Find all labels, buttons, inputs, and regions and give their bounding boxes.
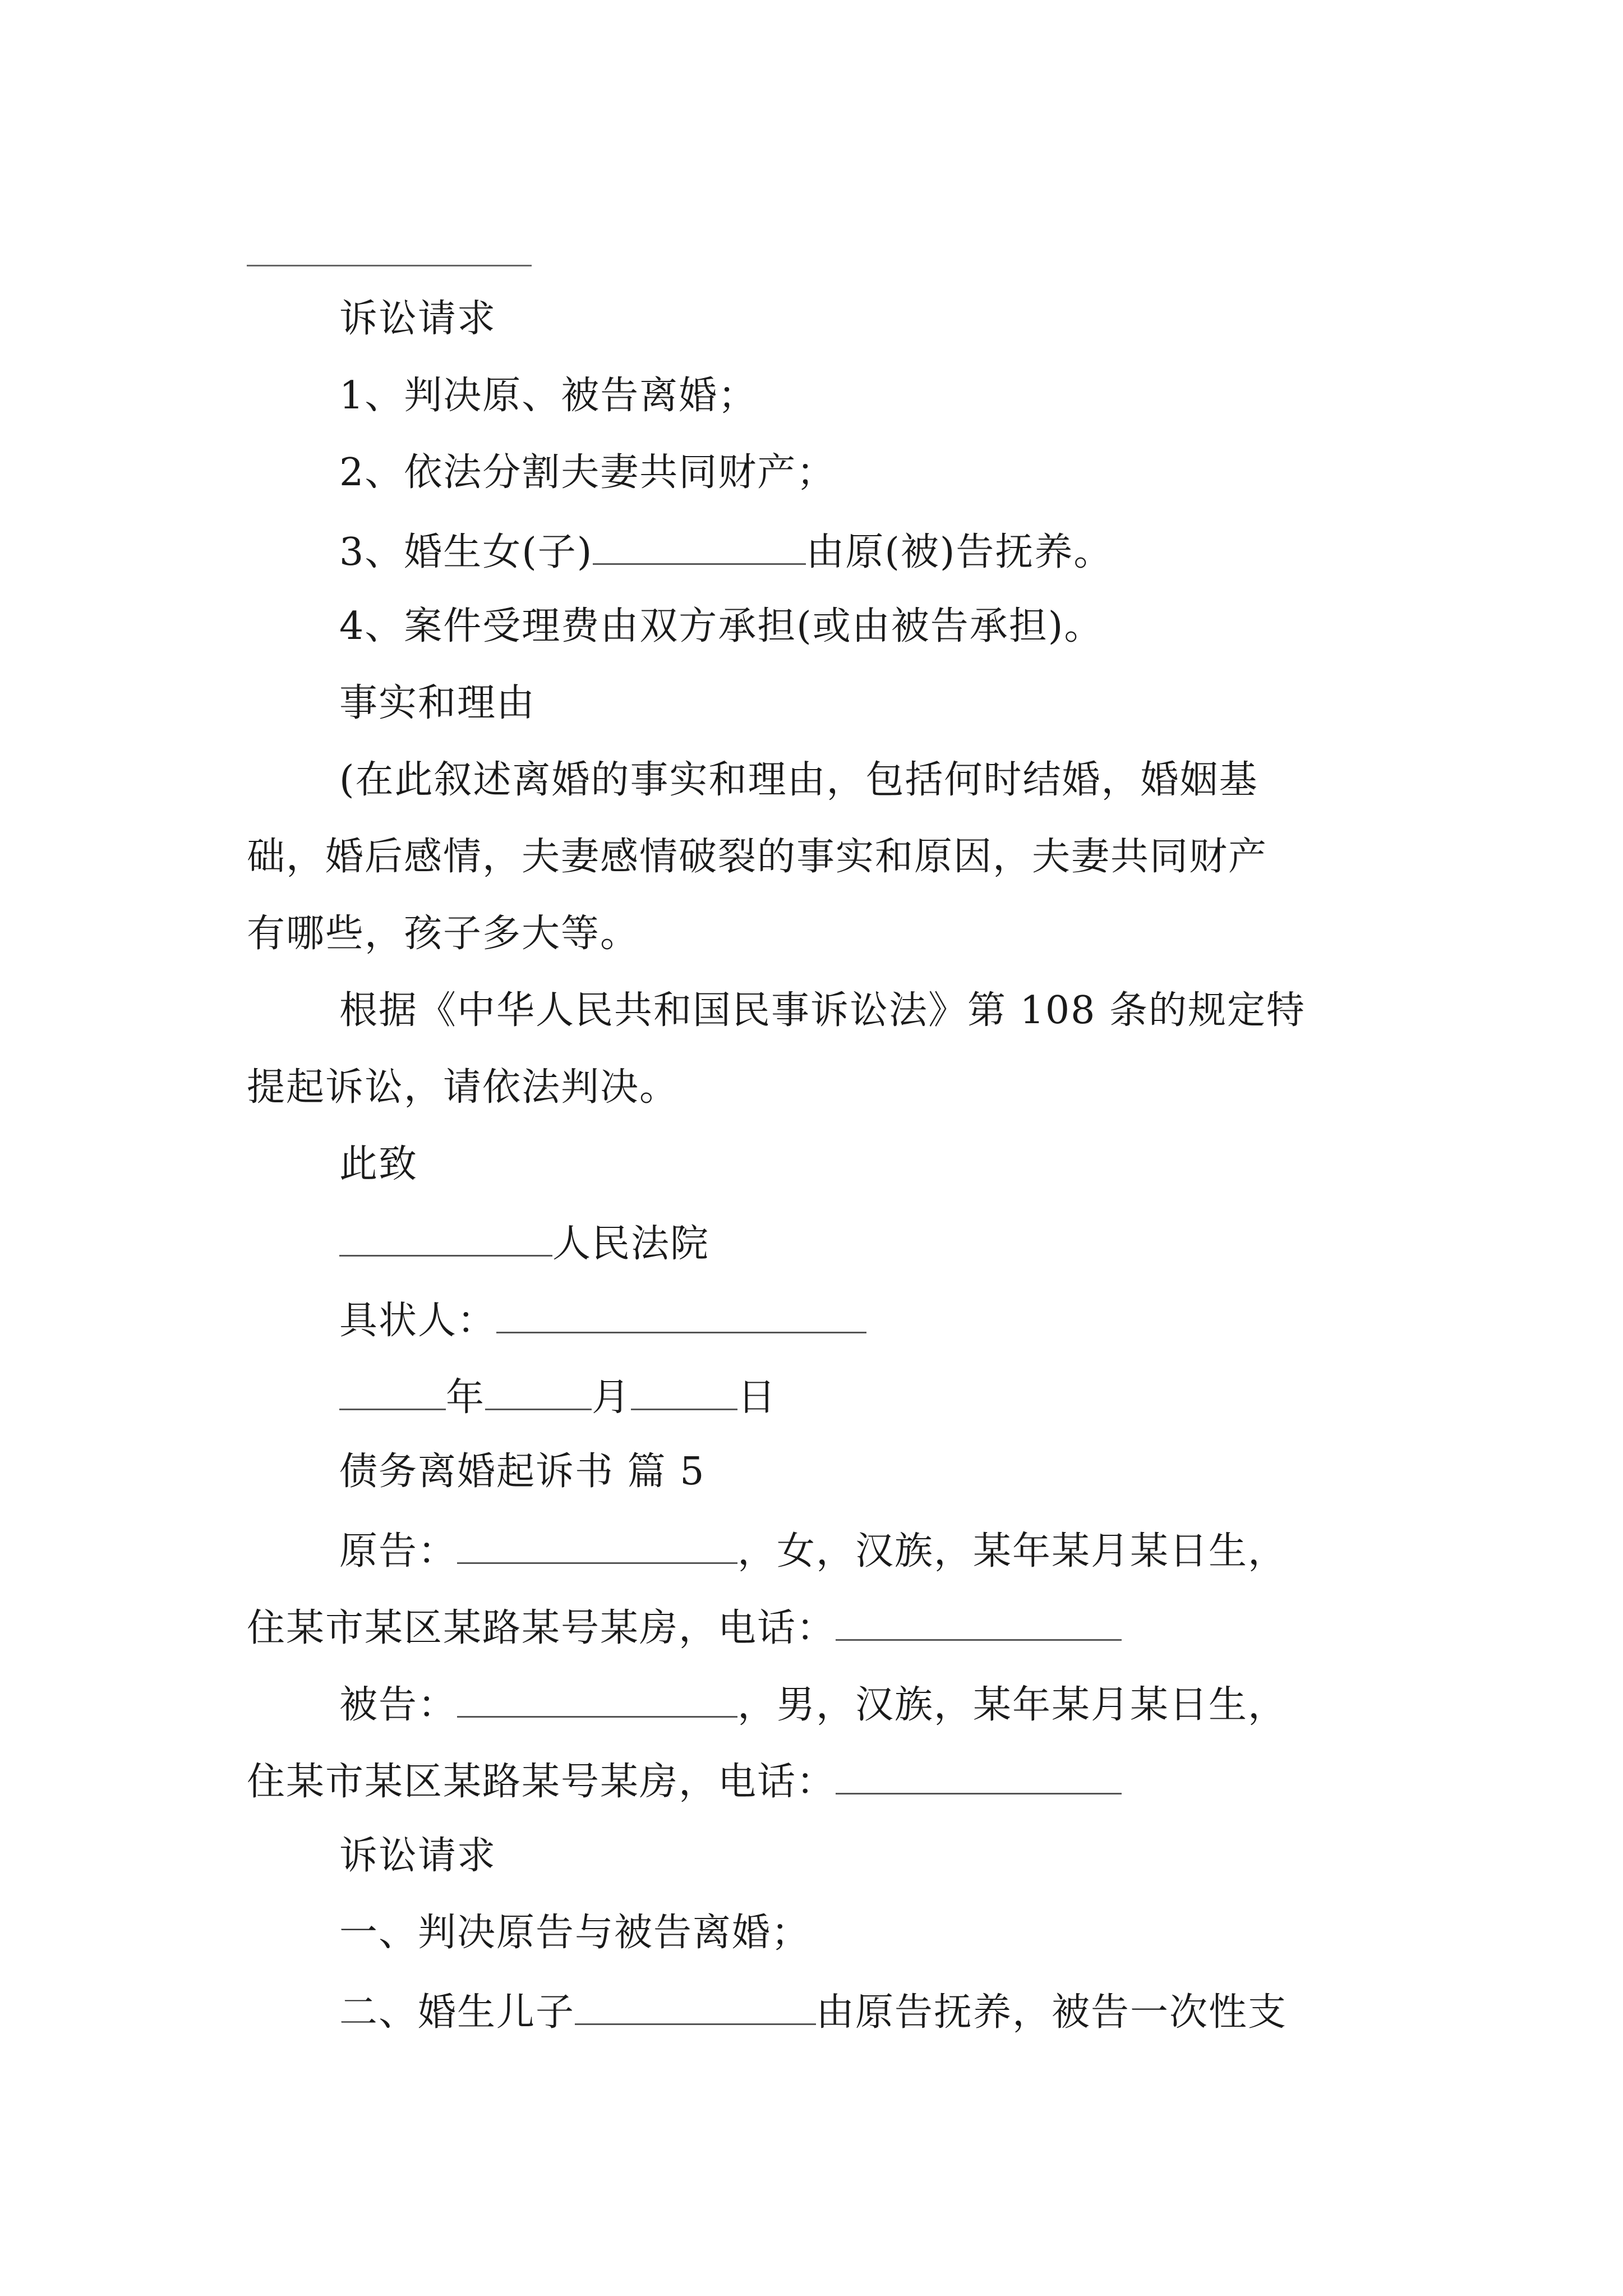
facts-line: 有哪些，孩子多大等。 [247, 912, 640, 956]
claim-item: 4、案件受理费由双方承担(或由被告承担)。 [339, 604, 1104, 648]
heading-claims-2: 诉讼请求 [339, 1834, 497, 1878]
section-title: 债务离婚起诉书 篇 5 [339, 1450, 706, 1494]
defendant-addr: 住某市某区某路某号某房，电话： [247, 1760, 836, 1804]
heading-facts: 事实和理由 [339, 681, 536, 725]
claim-item [339, 531, 1113, 572]
claim-text: 由原告抚养，被告一次性支 [816, 1990, 1288, 2035]
year-blank[interactable] [339, 1376, 446, 1410]
law-line: 根据《中华人民共和国民事诉讼法》第 108 条的规定特 [339, 988, 1306, 1033]
child-name-blank[interactable] [593, 531, 806, 565]
plaintiff-info: ，女，汉族，某年某月某日生， [737, 1529, 1288, 1573]
signer-blank[interactable] [496, 1299, 866, 1333]
plaintiff-address-line [247, 1607, 1122, 1648]
month-blank[interactable] [485, 1376, 592, 1410]
defendant-info: ，男，汉族，某年某月某日生， [737, 1683, 1288, 1727]
plaintiff-label: 原告： [339, 1529, 458, 1573]
plaintiff-phone-blank[interactable] [836, 1607, 1122, 1641]
plaintiff-line [339, 1530, 1287, 1571]
claim-text: 3、婚生女(子) [339, 530, 593, 574]
court-suffix: 人民法院 [552, 1222, 710, 1266]
facts-line: (在此叙述离婚的事实和理由，包括何时结婚，婚姻基 [339, 758, 1258, 802]
claim-item: 1、判决原、被告离婚； [339, 374, 758, 418]
claim-item: 2、依法分割夫妻共同财产； [339, 450, 836, 495]
date-month: 月 [592, 1375, 631, 1420]
facts-line: 础，婚后感情，夫妻感情破裂的事实和原因，夫妻共同财产 [247, 835, 1268, 879]
plaintiff-addr: 住某市某区某路某号某房，电话： [247, 1606, 836, 1650]
day-blank[interactable] [631, 1376, 737, 1410]
date-year: 年 [446, 1375, 486, 1420]
plaintiff-name-blank[interactable] [457, 1530, 737, 1564]
defendant-name-blank[interactable] [457, 1683, 737, 1718]
claim-text: 由原(被)告抚养。 [806, 530, 1113, 574]
salute: 此致 [339, 1142, 418, 1186]
defendant-label: 被告： [339, 1683, 458, 1727]
signer-label: 具状人： [339, 1299, 497, 1343]
defendant-address-line [247, 1760, 1122, 1804]
law-line: 提起诉讼，请依法判决。 [247, 1065, 679, 1110]
son-name-blank[interactable] [575, 1991, 816, 2025]
date-day: 日 [737, 1375, 777, 1420]
defendant-line [339, 1683, 1288, 1727]
claim-text: 二、婚生儿子 [339, 1990, 575, 2035]
claim-item [339, 1990, 1288, 2035]
top-rule [247, 265, 532, 266]
court-name-blank[interactable] [339, 1222, 552, 1257]
court-line [339, 1222, 710, 1266]
signer-line [339, 1299, 866, 1343]
defendant-phone-blank[interactable] [836, 1760, 1122, 1795]
heading-claims: 诉讼请求 [339, 297, 497, 341]
date-line [339, 1375, 777, 1420]
claim-item: 一、判决原告与被告离婚； [339, 1911, 811, 1955]
